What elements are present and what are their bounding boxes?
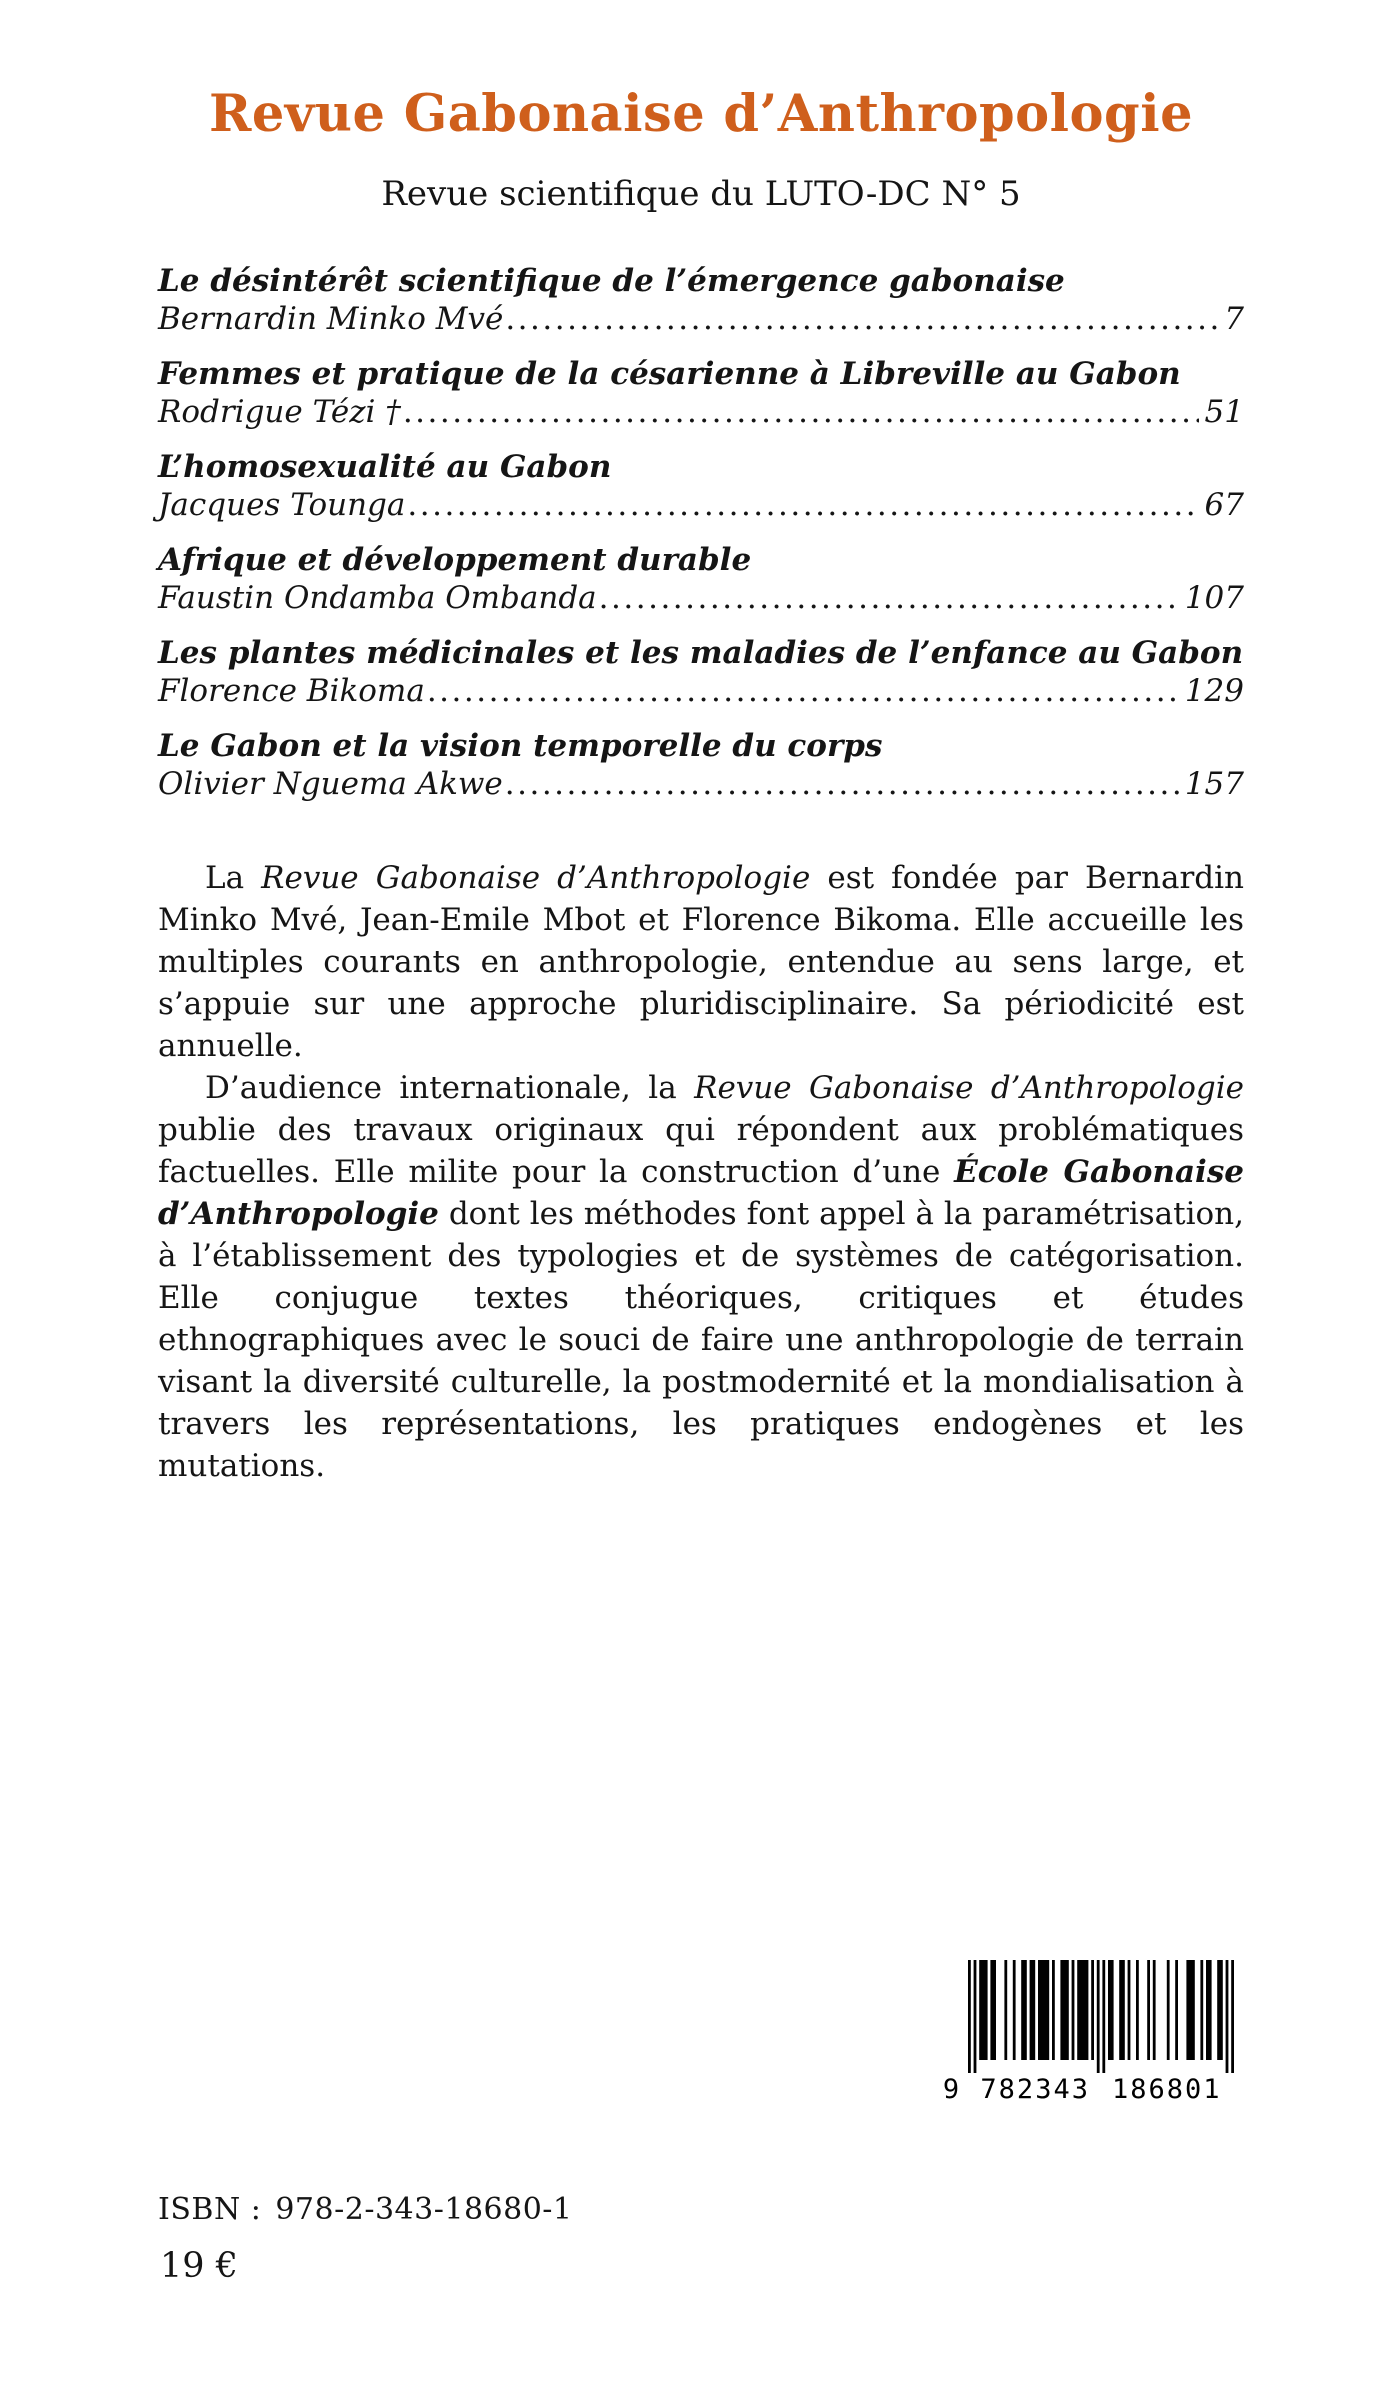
article-page-number: 107 [1184,580,1244,616]
isbn-value: 978-2-343-18680-1 [275,2192,573,2227]
text-segment: est fondée par Bernardin Minko Mvé, Jean-Emile Mbot et Florence Bikoma. Elle accueille les multiples courants en anthropologie, entendue au sens large, et s’appuie sur une approche pluridisciplinaire. Sa périodicité est annuelle. [158,860,1244,1064]
article-title: Le désintérêt scientifique de l’émergence gabonaise [158,263,1065,299]
journal-title: Revue Gabonaise d’Anthropologie [208,84,1194,144]
dot-leader [599,579,1179,617]
article-page-number: 67 [1204,487,1244,523]
toc-author-line [158,300,1244,338]
barcode-digits-group1: 782343 [980,2074,1090,2105]
article-author: Florence Bikoma [158,673,425,709]
toc-entry [158,541,1244,617]
article-author: Faustin Ondamba Ombanda [158,580,597,616]
dot-leader [407,486,1198,524]
text-segment: École Gabonaise d’Anthropologie [158,1154,1244,1232]
article-author: Olivier Nguema Akwe [158,766,503,802]
dot-leader [427,672,1179,710]
text-segment: publie des travaux originaux qui répondent aux problématiques factuelles. Elle milite pour la construction d’une [158,1112,1244,1190]
ean-barcode [942,1956,1242,2116]
journal-subtitle: Revue scientifique du LUTO-DC N° 5 [381,174,1021,214]
text-segment: D’audience internationale, la [205,1070,695,1106]
dot-leader [505,765,1179,803]
journal-description [158,857,1244,1487]
article-author: Bernardin Minko Mvé [158,301,504,337]
description-paragraph [158,857,1244,1067]
article-author: Jacques Tounga [158,487,406,523]
article-title: Afrique et développement durable [158,542,752,578]
toc-author-line [158,486,1244,524]
article-title: Les plantes médicinales et les maladies de l’enfance au Gabon [158,635,1244,671]
toc-author-line [158,393,1244,431]
text-segment: La [205,860,262,896]
text-segment: Revue Gabonaise d’Anthropologie [261,860,811,896]
barcode-image [942,1956,1242,2116]
price: 19 € [160,2246,238,2286]
barcode-digit-left: 9 [942,2074,962,2105]
article-title: L’homosexualité au Gabon [158,449,612,485]
article-page-number: 51 [1204,394,1244,430]
toc-entry [158,355,1244,431]
article-author: Rodrigue Tézi † [158,394,401,430]
barcode-digits-group2: 186801 [1112,2074,1222,2105]
article-title: Femmes et pratique de la césarienne à Libreville au Gabon [158,356,1181,392]
text-segment: dont les méthodes font appel à la paramétrisation, à l’établissement des typologies et de systèmes de catégorisation. Elle conjugue textes théoriques, critiques et études ethnographiques avec le souci de faire une anthropologie de terrain visant la diversité culturelle, la postmodernité et la mondialisation à travers les représentations, les pratiques endogènes et les mutations. [158,1196,1244,1484]
toc-entry [158,727,1244,803]
dot-leader [403,393,1199,431]
article-title: Le Gabon et la vision temporelle du corps [158,728,883,764]
toc-entry [158,448,1244,524]
toc-author-line [158,579,1244,617]
description-paragraph [158,1067,1244,1487]
isbn-label: ISBN : [158,2192,262,2227]
dot-leader [505,300,1218,338]
toc-entry [158,262,1244,338]
table-of-contents [158,262,1244,803]
text-segment: Revue Gabonaise d’Anthropologie [694,1070,1244,1106]
toc-author-line [158,672,1244,710]
article-page-number: 157 [1184,766,1244,802]
isbn-line [158,2192,573,2227]
article-page-number: 7 [1224,301,1244,337]
toc-entry [158,634,1244,710]
toc-author-line [158,765,1244,803]
article-page-number: 129 [1184,673,1244,709]
cover-content [158,84,1244,1487]
